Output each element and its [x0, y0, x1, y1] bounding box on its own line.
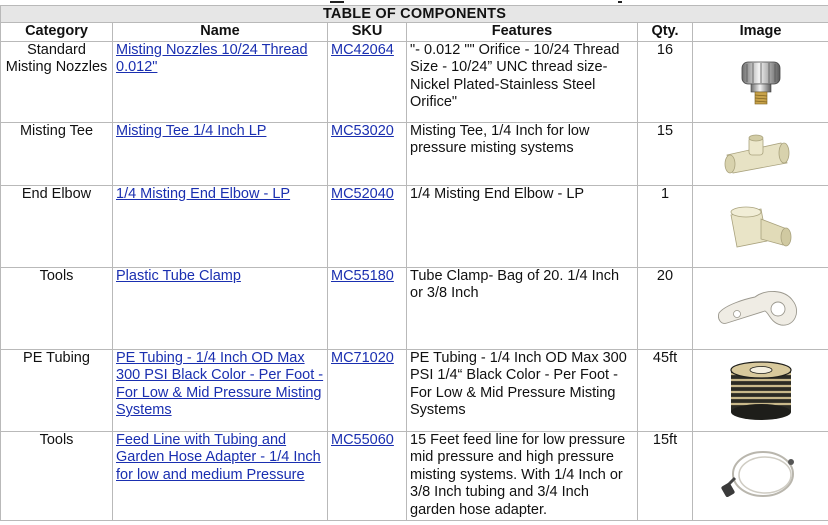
name-cell [113, 431, 328, 520]
features-cell: 1/4 Misting End Elbow - LP [407, 185, 638, 267]
category-cell: Tools [1, 267, 113, 349]
table-row [1, 431, 828, 520]
tube-clamp-icon [715, 283, 807, 333]
table-row [1, 185, 828, 267]
category-cell: End Elbow [1, 185, 113, 267]
header-image: Image [693, 23, 828, 42]
qty-cell: 1 [638, 185, 693, 267]
name-cell [113, 122, 328, 185]
table-title: TABLE OF COMPONENTS [1, 6, 828, 23]
image-cell [693, 122, 828, 185]
misting-nozzle-icon [736, 54, 786, 110]
sku-link[interactable]: MC55180 [331, 267, 394, 284]
header-features: Features [407, 23, 638, 42]
tubing-spool-icon [721, 358, 801, 422]
image-cell [693, 349, 828, 431]
header-name: Name [113, 23, 328, 42]
sku-link[interactable]: MC53020 [331, 122, 394, 139]
category-cell: Tools [1, 431, 113, 520]
header-qty: Qty. [638, 23, 693, 42]
table-row [1, 267, 828, 349]
qty-cell: 45ft [638, 349, 693, 431]
sku-link[interactable]: MC42064 [331, 41, 394, 58]
name-cell [113, 41, 328, 122]
feed-line-icon [721, 444, 801, 508]
sku-link[interactable]: MC71020 [331, 349, 394, 366]
features-cell: 15 Feet feed line for low pressure mid pressure and high pressure misting systems. With 1/4 Inch or 3/8 Inch tubing and 3/4 Inch garden hose adapter. [407, 431, 638, 520]
cropped-header-remnant [0, 0, 828, 4]
qty-cell: 15ft [638, 431, 693, 520]
name-cell [113, 185, 328, 267]
name-cell [113, 267, 328, 349]
category-cell: Standard Misting Nozzles [1, 41, 113, 122]
product-name-link[interactable]: Misting Nozzles 10/24 Thread 0.012" [116, 41, 308, 75]
sku-link[interactable]: MC52040 [331, 185, 394, 202]
components-table [0, 5, 828, 521]
sku-cell [328, 267, 407, 349]
image-cell [693, 41, 828, 122]
sku-link[interactable]: MC55060 [331, 431, 394, 448]
features-cell: Tube Clamp- Bag of 20. 1/4 Inch or 3/8 Inch [407, 267, 638, 349]
table-row [1, 41, 828, 122]
product-name-link[interactable]: Plastic Tube Clamp [116, 267, 241, 284]
sku-cell [328, 122, 407, 185]
image-cell [693, 185, 828, 267]
header-sku: SKU [328, 23, 407, 42]
table-row [1, 122, 828, 185]
qty-cell: 16 [638, 41, 693, 122]
end-elbow-icon [721, 201, 801, 251]
misting-tee-icon [721, 133, 801, 175]
image-cell [693, 431, 828, 520]
qty-cell: 15 [638, 122, 693, 185]
name-cell [113, 349, 328, 431]
qty-cell: 20 [638, 267, 693, 349]
sku-cell [328, 431, 407, 520]
sku-cell [328, 185, 407, 267]
sku-cell [328, 349, 407, 431]
category-cell: Misting Tee [1, 122, 113, 185]
header-category: Category [1, 23, 113, 42]
sku-cell [328, 41, 407, 122]
product-name-link[interactable]: 1/4 Misting End Elbow - LP [116, 185, 291, 202]
product-name-link[interactable]: PE Tubing - 1/4 Inch OD Max 300 PSI Black Color - Per Foot - For Low & Mid Pressure Misting Systems [116, 349, 324, 418]
product-name-link[interactable]: Misting Tee 1/4 Inch LP [116, 122, 267, 139]
features-cell: "- 0.012 "" Orifice - 10/24 Thread Size - 10/24” UNC thread size- Nickel Plated-Stainless Steel Orifice" [407, 41, 638, 122]
product-name-link[interactable]: Feed Line with Tubing and Garden Hose Adapter - 1/4 Inch for low and medium Pressure [116, 431, 321, 483]
table-row [1, 349, 828, 431]
image-cell [693, 267, 828, 349]
category-cell: PE Tubing [1, 349, 113, 431]
features-cell: Misting Tee, 1/4 Inch for low pressure misting systems [407, 122, 638, 185]
features-cell: PE Tubing - 1/4 Inch OD Max 300 PSI 1/4“ Black Color - Per Foot - For Low & Mid Pressure Misting Systems [407, 349, 638, 431]
